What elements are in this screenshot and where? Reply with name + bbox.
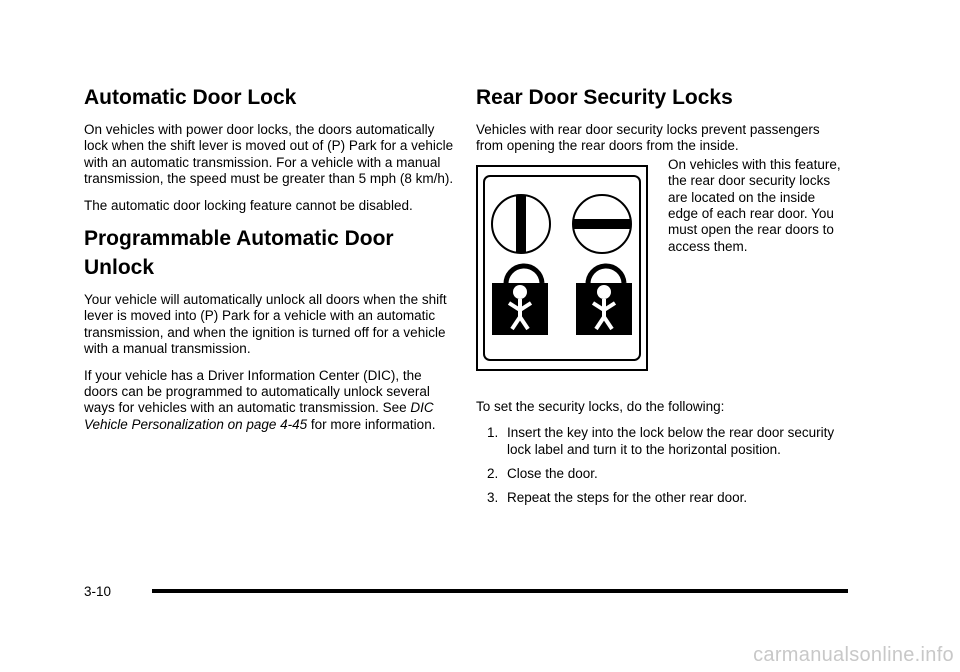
step-number: 2. <box>487 466 499 482</box>
watermark: carmanualsonline.info <box>753 644 954 666</box>
heading-rear-door-security: Rear Door Security Locks <box>476 86 733 109</box>
vertical-lock-icon <box>492 195 550 253</box>
heading-programmable-unlock: Programmable Automatic Door Unlock <box>84 227 394 280</box>
dic-text-start: If your vehicle has a Driver Information Center (DIC), the doors can be programmed to automatically unlock several ways for vehicles with an automatic transmission. See <box>84 367 430 416</box>
paragraph-automatic-lock: On vehicles with power door locks, the doors automatically lock when the shift lever is moved out of (P) Park for a vehicle with an automatic transmission. For a vehicle with a manual transmission, the speed must be greater than 5 mph (8 km/h). <box>84 122 454 187</box>
security-lock-label-illustration <box>476 165 648 371</box>
steps-list <box>476 425 846 507</box>
step-number: 3. <box>487 490 499 506</box>
paragraph-auto-unlock: Your vehicle will automatically unlock all doors when the shift lever is moved into (P) Park for a vehicle with an automatic transmission, and when the ignition is turned off for a vehicle with a manual transmission. <box>84 292 447 357</box>
step-text: Close the door. <box>507 466 598 482</box>
step-text: Insert the key into the lock below the rear door security lock label and turn it to the horizontal position. <box>507 425 835 457</box>
footer-rule <box>152 589 848 593</box>
horizontal-lock-icon <box>573 195 631 253</box>
steps-intro: To set the security locks, do the following: <box>476 398 725 414</box>
left-column <box>84 84 454 443</box>
list-item <box>476 425 846 458</box>
step-text: Repeat the steps for the other rear door. <box>507 490 748 506</box>
paragraph-dic <box>84 368 454 434</box>
paragraph-security-intro: Vehicles with rear door security locks prevent passengers from opening the rear doors from the inside. <box>476 122 820 154</box>
figure-caption: On vehicles with this feature, the rear door security locks are located on the inside edge of each rear door. You must open the rear doors to access them. <box>668 156 841 254</box>
list-item <box>476 490 846 506</box>
page-number: 3-10 <box>84 584 112 599</box>
heading-automatic-door-lock: Automatic Door Lock <box>84 86 297 109</box>
dic-text-end: for more information. <box>307 416 436 432</box>
step-number: 1. <box>487 425 499 441</box>
dic-reference-link[interactable]: DIC Vehicle Personalization on page 4-45 <box>84 400 434 432</box>
paragraph-cannot-disable: The automatic door locking feature cannot be disabled. <box>84 197 413 213</box>
figure-row <box>476 156 846 377</box>
list-item <box>476 466 846 482</box>
right-column <box>476 84 846 515</box>
